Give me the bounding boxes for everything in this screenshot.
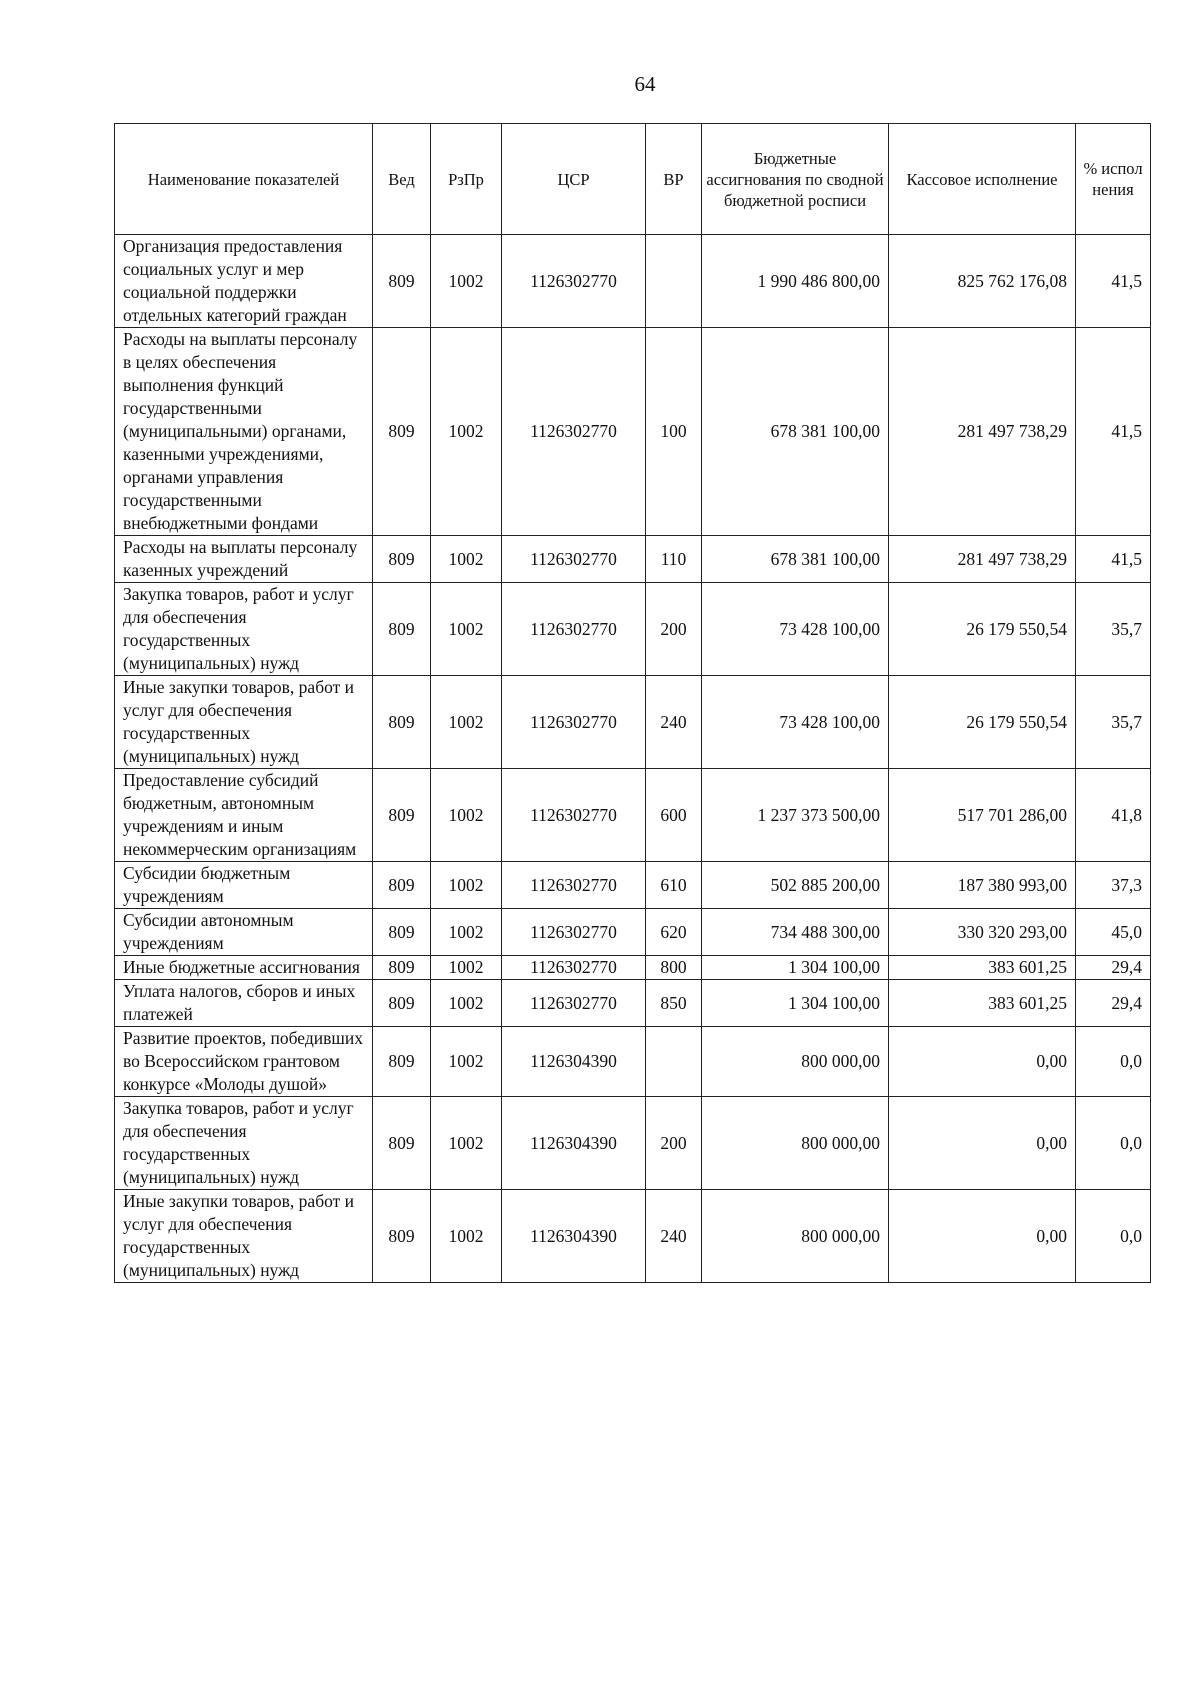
row-vr: 600 [646,769,702,862]
row-percent: 0,0 [1076,1190,1151,1283]
row-name: Расходы на выплаты персоналу в целях обеспечения выполнения функций государственными (муниципальными) органами, казенными учреждениями, органами управления государственными внебюджетными фондами [115,328,373,536]
row-cash: 383 601,25 [889,956,1076,980]
header-budget: Бюджетные ассигнования по сводной бюджетной росписи [702,124,889,235]
row-ved: 809 [373,909,431,956]
table-row [115,1097,1151,1190]
table-row [115,909,1151,956]
budget-execution-table [114,123,1151,1283]
row-budget: 73 428 100,00 [702,676,889,769]
row-name: Предоставление субсидий бюджетным, автономным учреждениям и иным некоммерческим организациям [115,769,373,862]
row-vr: 610 [646,862,702,909]
row-budget: 1 304 100,00 [702,956,889,980]
row-ved: 809 [373,235,431,328]
header-cash: Кассовое исполнение [889,124,1076,235]
row-name: Организация предоставления социальных услуг и мер социальной поддержки отдельных категорий граждан [115,235,373,328]
row-rzpr: 1002 [431,1190,502,1283]
row-name: Расходы на выплаты персоналу казенных учреждений [115,536,373,583]
row-ved: 809 [373,769,431,862]
table-row [115,980,1151,1027]
row-ved: 809 [373,862,431,909]
row-name: Иные закупки товаров, работ и услуг для обеспечения государственных (муниципальных) нужд [115,676,373,769]
row-name: Закупка товаров, работ и услуг для обеспечения государственных (муниципальных) нужд [115,1097,373,1190]
row-ved: 809 [373,583,431,676]
page-number: 64 [634,72,656,96]
table-row [115,862,1151,909]
row-vr: 200 [646,1097,702,1190]
row-cash: 26 179 550,54 [889,676,1076,769]
row-ved: 809 [373,328,431,536]
row-rzpr: 1002 [431,235,502,328]
row-budget: 800 000,00 [702,1097,889,1190]
row-csr: 1126302770 [502,980,646,1027]
header-name: Наименование показателей [115,124,373,235]
row-percent: 41,8 [1076,769,1151,862]
table-row [115,328,1151,536]
row-name: Развитие проектов, победивших во Всероссийском грантовом конкурсе «Молоды душой» [115,1027,373,1097]
table-row [115,1027,1151,1097]
row-name: Закупка товаров, работ и услуг для обеспечения государственных (муниципальных) нужд [115,583,373,676]
row-percent: 41,5 [1076,328,1151,536]
row-rzpr: 1002 [431,769,502,862]
row-csr: 1126302770 [502,769,646,862]
row-vr: 850 [646,980,702,1027]
row-ved: 809 [373,536,431,583]
row-csr: 1126304390 [502,1190,646,1283]
row-percent: 41,5 [1076,536,1151,583]
row-cash: 330 320 293,00 [889,909,1076,956]
row-vr: 100 [646,328,702,536]
row-csr: 1126302770 [502,328,646,536]
row-name: Субсидии бюджетным учреждениям [115,862,373,909]
row-cash: 0,00 [889,1190,1076,1283]
row-name: Уплата налогов, сборов и иных платежей [115,980,373,1027]
row-csr: 1126302770 [502,909,646,956]
table-row [115,1190,1151,1283]
row-percent: 29,4 [1076,980,1151,1027]
header-ved: Вед [373,124,431,235]
row-vr [646,235,702,328]
row-percent: 0,0 [1076,1097,1151,1190]
header-vr: ВР [646,124,702,235]
row-csr: 1126302770 [502,676,646,769]
row-rzpr: 1002 [431,583,502,676]
row-name: Иные бюджетные ассигнования [115,956,373,980]
table-header-row [115,124,1151,235]
row-budget: 678 381 100,00 [702,328,889,536]
row-csr: 1126302770 [502,956,646,980]
row-ved: 809 [373,676,431,769]
row-ved: 809 [373,1027,431,1097]
row-vr [646,1027,702,1097]
table-row [115,536,1151,583]
row-csr: 1126302770 [502,583,646,676]
row-budget: 73 428 100,00 [702,583,889,676]
row-percent: 45,0 [1076,909,1151,956]
row-rzpr: 1002 [431,956,502,980]
row-ved: 809 [373,1097,431,1190]
row-budget: 734 488 300,00 [702,909,889,956]
row-csr: 1126302770 [502,536,646,583]
table-row [115,956,1151,980]
header-percent: % испол нения [1076,124,1151,235]
table-row [115,769,1151,862]
header-rzpr: РзПр [431,124,502,235]
row-rzpr: 1002 [431,1027,502,1097]
row-vr: 200 [646,583,702,676]
row-cash: 825 762 176,08 [889,235,1076,328]
row-ved: 809 [373,956,431,980]
row-budget: 502 885 200,00 [702,862,889,909]
row-vr: 800 [646,956,702,980]
row-cash: 187 380 993,00 [889,862,1076,909]
row-budget: 1 237 373 500,00 [702,769,889,862]
row-rzpr: 1002 [431,909,502,956]
row-cash: 383 601,25 [889,980,1076,1027]
row-vr: 240 [646,676,702,769]
row-cash: 0,00 [889,1097,1076,1190]
row-name: Иные закупки товаров, работ и услуг для обеспечения государственных (муниципальных) нужд [115,1190,373,1283]
row-budget: 800 000,00 [702,1190,889,1283]
row-cash: 26 179 550,54 [889,583,1076,676]
header-csr: ЦСР [502,124,646,235]
table-row [115,583,1151,676]
row-vr: 240 [646,1190,702,1283]
row-rzpr: 1002 [431,1097,502,1190]
table-row [115,235,1151,328]
row-percent: 0,0 [1076,1027,1151,1097]
row-budget: 1 304 100,00 [702,980,889,1027]
row-csr: 1126302770 [502,862,646,909]
row-budget: 678 381 100,00 [702,536,889,583]
row-percent: 35,7 [1076,676,1151,769]
row-ved: 809 [373,1190,431,1283]
row-rzpr: 1002 [431,862,502,909]
row-name: Субсидии автономным учреждениям [115,909,373,956]
row-budget: 1 990 486 800,00 [702,235,889,328]
row-rzpr: 1002 [431,536,502,583]
row-ved: 809 [373,980,431,1027]
row-cash: 281 497 738,29 [889,536,1076,583]
row-percent: 37,3 [1076,862,1151,909]
row-rzpr: 1002 [431,328,502,536]
row-cash: 517 701 286,00 [889,769,1076,862]
row-csr: 1126304390 [502,1027,646,1097]
row-percent: 29,4 [1076,956,1151,980]
row-cash: 281 497 738,29 [889,328,1076,536]
row-vr: 620 [646,909,702,956]
row-percent: 35,7 [1076,583,1151,676]
row-vr: 110 [646,536,702,583]
row-csr: 1126304390 [502,1097,646,1190]
row-cash: 0,00 [889,1027,1076,1097]
row-budget: 800 000,00 [702,1027,889,1097]
row-rzpr: 1002 [431,980,502,1027]
table-row [115,676,1151,769]
row-percent: 41,5 [1076,235,1151,328]
row-rzpr: 1002 [431,676,502,769]
row-csr: 1126302770 [502,235,646,328]
